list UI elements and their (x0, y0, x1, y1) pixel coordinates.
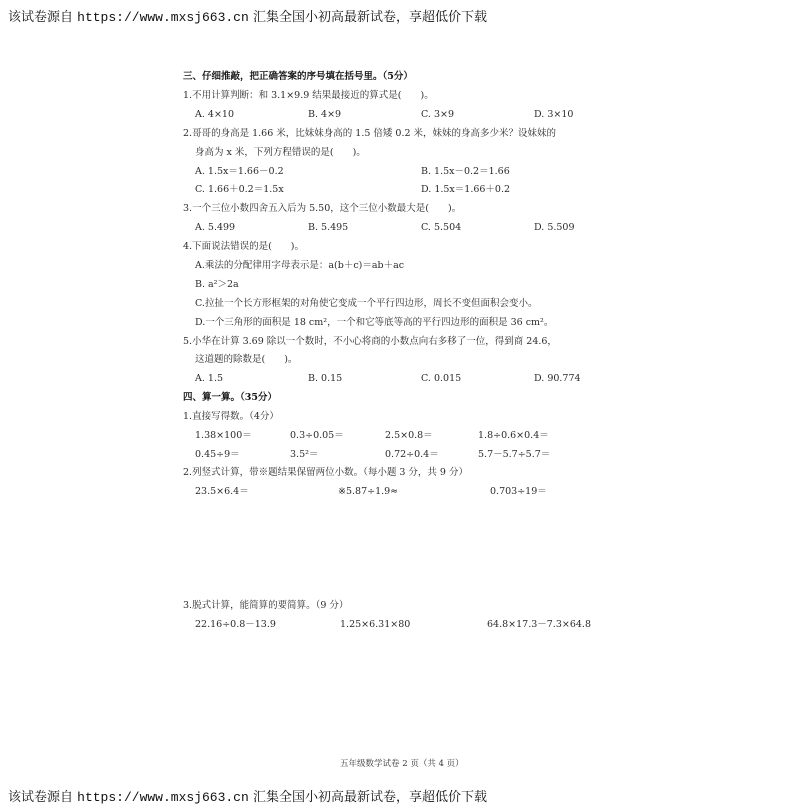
q3-option-c: C. 5.504 (421, 222, 462, 233)
p1-r2-c2: 3.5²＝ (290, 449, 319, 460)
p3-item-1: 22.16÷0.8－13.9 (195, 619, 276, 630)
q3-stem: 3.一个三位小数四舍五入后为 5.50，这个三位小数最大是( )。 (183, 203, 462, 214)
banner-prefix: 该试卷源自 (8, 10, 74, 25)
q5-option-a: A. 1.5 (195, 373, 224, 384)
banner-url[interactable]: https://www.mxsj663.cn (77, 790, 249, 805)
banner-prefix: 该试卷源自 (8, 790, 74, 805)
p1-r2-c3: 0.72÷0.4＝ (385, 449, 439, 460)
q2-option-b: B. 1.5x－0.2＝1.66 (421, 166, 510, 177)
p3-item-2: 1.25×6.31×80 (340, 619, 411, 630)
section4-heading: 四、算一算。（35分） (183, 392, 277, 403)
q4-option-b: B. a²＞2a (195, 279, 239, 290)
q2-stem-line1: 2.哥哥的身高是 1.66 米，比妹妹身高的 1.5 倍矮 0.2 米，妹妹的身高多少米？设妹妹的 (183, 128, 557, 139)
banner-url[interactable]: https://www.mxsj663.cn (77, 10, 249, 25)
p1-r1-c1: 1.38×100＝ (195, 430, 252, 441)
q2-option-d: D. 1.5x＝1.66＋0.2 (421, 184, 511, 195)
q1-option-c: C. 3×9 (421, 109, 455, 120)
section3-heading: 三、仔细推敲，把正确答案的序号填在括号里。（5分） (183, 71, 413, 82)
banner-suffix: 汇集全国小初高最新试卷，享超低价下载 (252, 10, 487, 25)
q2-stem-line2: 身高为 x 米，下列方程错误的是( )。 (195, 147, 366, 158)
q1-option-a: A. 4×10 (195, 109, 234, 120)
p1-r1-c4: 1.8÷0.6×0.4＝ (478, 430, 549, 441)
q5-option-b: B. 0.15 (308, 373, 343, 384)
source-banner-bottom (8, 786, 487, 805)
q4-option-d: D.一个三角形的面积是 18 cm²，一个和它等底等高的平行四边形的面积是 36 cm²。 (195, 317, 554, 328)
q1-option-b: B. 4×9 (308, 109, 342, 120)
q1-option-d: D. 3×10 (534, 109, 574, 120)
q3-option-d: D. 5.509 (534, 222, 575, 233)
q5-option-d: D. 90.774 (534, 373, 581, 384)
q5-stem-line1: 5.小华在计算 3.69 除以一个数时，不小心将商的小数点向右多移了一位，得到商 24.6， (183, 336, 557, 347)
q2-option-c: C. 1.66＋0.2＝1.5x (195, 184, 284, 195)
p1-r2-c1: 0.45÷9＝ (195, 449, 240, 460)
p1-r1-c3: 2.5×0.8＝ (385, 430, 433, 441)
p1-r1-c2: 0.3÷0.05＝ (290, 430, 344, 441)
p2-item-1: 23.5×6.4＝ (195, 486, 249, 497)
q1-stem: 1.不用计算判断：和 3.1×9.9 结果最接近的算式是( )。 (183, 90, 434, 101)
p1-r2-c4: 5.7－5.7÷5.7＝ (478, 449, 551, 460)
q4-option-c: C.拉扯一个长方形框架的对角使它变成一个平行四边形，周长不变但面积会变小。 (195, 298, 538, 309)
q4-stem: 4.下面说法错误的是( )。 (183, 241, 304, 252)
p2-title: 2.列竖式计算，带※题结果保留两位小数。（每小题 3 分，共 9 分） (183, 467, 468, 478)
p1-title: 1.直接写得数。（4分） (183, 411, 279, 422)
q2-option-a: A. 1.5x＝1.66－0.2 (195, 166, 284, 177)
banner-suffix: 汇集全国小初高最新试卷，享超低价下载 (252, 790, 487, 805)
p3-item-3: 64.8×17.3－7.3×64.8 (487, 619, 591, 630)
q3-option-a: A. 5.499 (195, 222, 236, 233)
q5-option-c: C. 0.015 (421, 373, 462, 384)
q4-option-a: A.乘法的分配律用字母表示是：a(b＋c)＝ab＋ac (195, 260, 405, 271)
p2-item-2: ※5.87÷1.9≈ (338, 486, 399, 497)
q3-option-b: B. 5.495 (308, 222, 349, 233)
source-banner-top (8, 6, 487, 25)
q5-stem-line2: 这道题的除数是( )。 (195, 354, 298, 365)
p2-item-3: 0.703÷19＝ (490, 486, 547, 497)
p3-title: 3.脱式计算，能简算的要简算。（9 分） (183, 600, 349, 611)
page-footer: 五年级数学试卷 2 页（共 4 页） (340, 759, 464, 769)
